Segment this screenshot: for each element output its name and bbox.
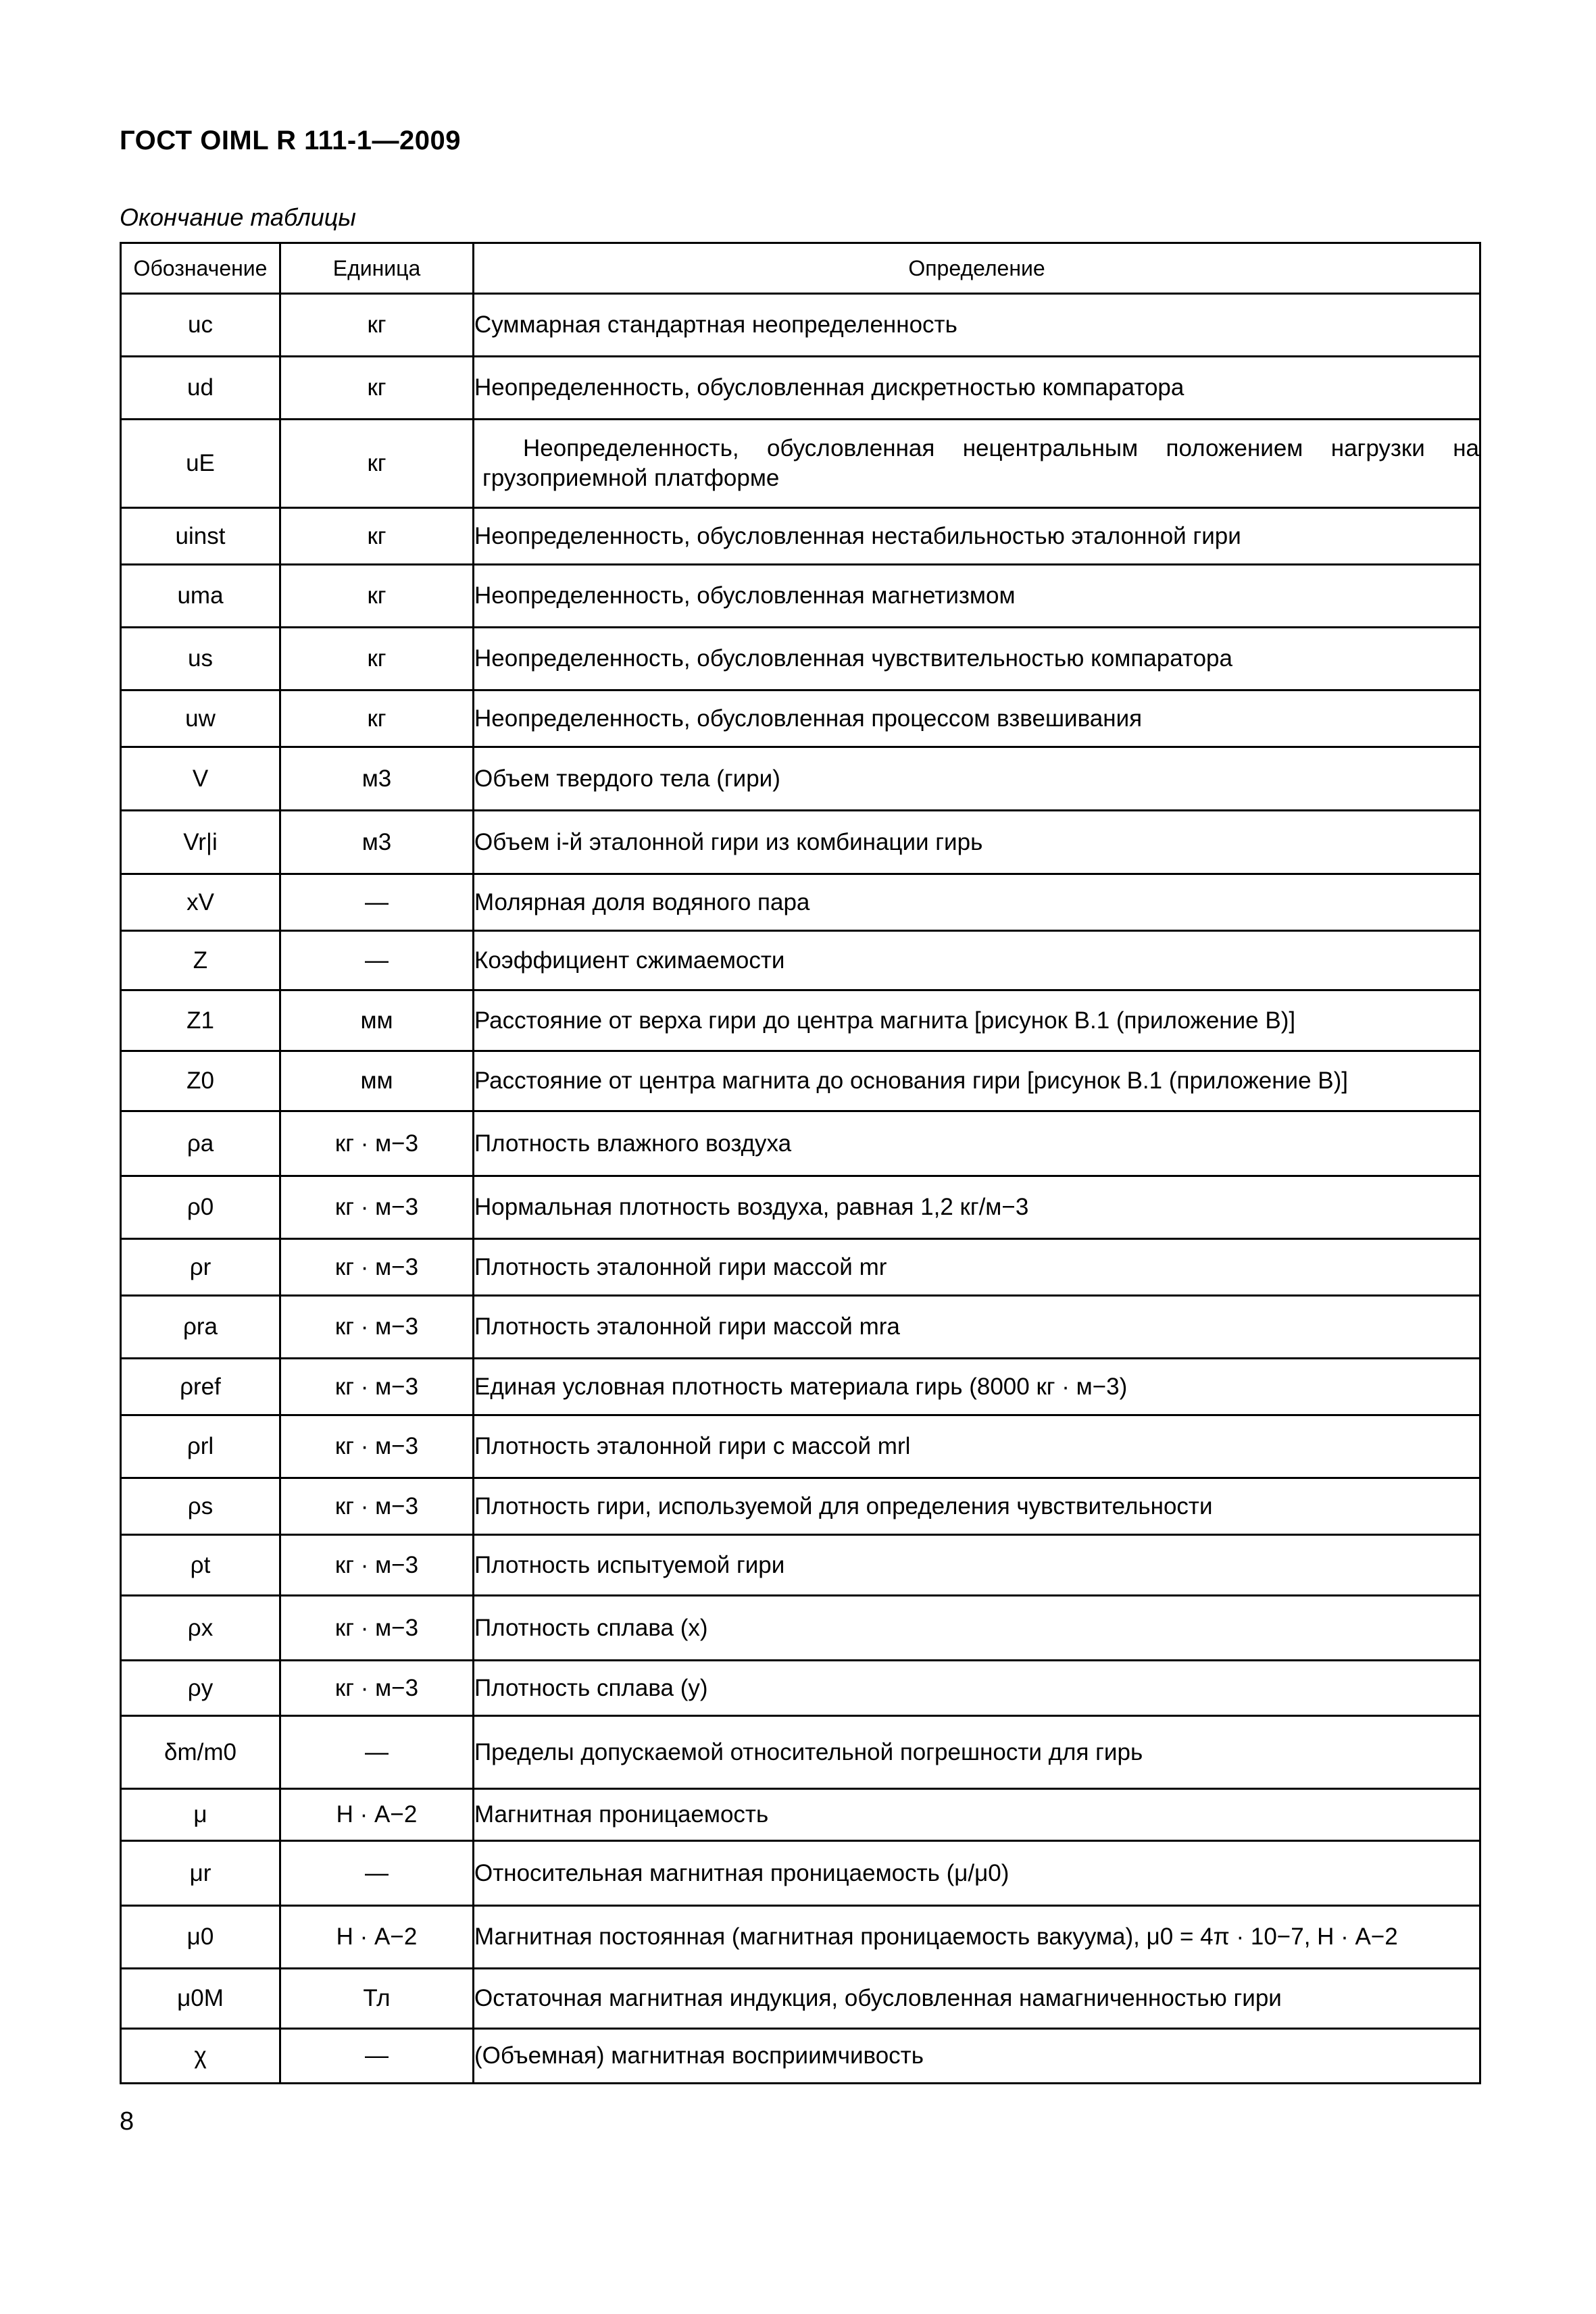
row-unit: кг · м−3 [280, 1111, 474, 1176]
row-symbol: μr [121, 1841, 280, 1906]
row-unit: кг · м−3 [280, 1415, 474, 1478]
table-row [121, 1176, 1480, 1239]
row-unit: — [280, 2029, 474, 2084]
row-definition: Нормальная плотность воздуха, равная 1,2 кг/м−3 [474, 1176, 1480, 1239]
row-unit: мм [280, 990, 474, 1051]
table-row [121, 565, 1480, 628]
row-definition: Плотность гири, используемой для определения чувствительности [474, 1478, 1480, 1535]
row-definition: Молярная доля водяного пара [474, 874, 1480, 931]
row-symbol: uinst [121, 508, 280, 565]
table-row [121, 874, 1480, 931]
table-row [121, 1478, 1480, 1535]
row-unit: м3 [280, 747, 474, 811]
column-header-unit: Единица [280, 243, 474, 294]
row-symbol: δm/m0 [121, 1716, 280, 1789]
column-header-definition: Определение [474, 243, 1480, 294]
row-definition: Объем i-й эталонной гири из комбинации гирь [474, 811, 1480, 874]
row-definition: Плотность сплава (x) [474, 1596, 1480, 1661]
definitions-table [120, 242, 1481, 2084]
row-unit: — [280, 1841, 474, 1906]
row-symbol: uw [121, 690, 280, 747]
row-symbol: μ0M [121, 1969, 280, 2029]
row-unit: Н · А−2 [280, 1906, 474, 1969]
row-unit: кг [280, 294, 474, 357]
row-unit: — [280, 1716, 474, 1789]
row-definition: Плотность эталонной гири с массой mrl [474, 1415, 1480, 1478]
row-definition: Плотность испытуемой гири [474, 1535, 1480, 1596]
row-symbol: μ [121, 1789, 280, 1841]
row-definition: Относительная магнитная проницаемость (μ/μ0) [474, 1841, 1480, 1906]
row-definition: Расстояние от центра магнита до основания гири [рисунок В.1 (приложение В)] [474, 1051, 1480, 1111]
row-unit: кг [280, 420, 474, 508]
column-header-symbol: Обозначение [121, 243, 280, 294]
row-definition: Плотность эталонной гири массой mra [474, 1296, 1480, 1359]
row-symbol: ρx [121, 1596, 280, 1661]
row-unit: кг [280, 628, 474, 690]
table-row [121, 1841, 1480, 1906]
row-symbol: ρref [121, 1359, 280, 1415]
table-row [121, 1535, 1480, 1596]
table-caption: Окончание таблицы [120, 203, 356, 231]
table-row [121, 1111, 1480, 1176]
row-definition: Неопределенность, обусловленная нестабильностью эталонной гири [474, 508, 1480, 565]
row-symbol: uE [121, 420, 280, 508]
row-definition: Неопределенность, обусловленная чувствительностью компаратора [474, 628, 1480, 690]
row-unit: кг [280, 508, 474, 565]
row-symbol: us [121, 628, 280, 690]
row-definition: Суммарная стандартная неопределенность [474, 294, 1480, 357]
row-definition: (Объемная) магнитная восприимчивость [474, 2029, 1480, 2084]
row-definition: Неопределенность, обусловленная нецентральным положением нагрузки на грузоприемной платформе [474, 420, 1480, 508]
table-row [121, 1716, 1480, 1789]
document-header: ГОСТ OIML R 111-1—2009 [120, 126, 461, 155]
page-number: 8 [120, 2107, 134, 2136]
table-row [121, 420, 1480, 508]
row-symbol: uma [121, 565, 280, 628]
row-definition: Пределы допускаемой относительной погрешности для гирь [474, 1716, 1480, 1789]
row-unit: — [280, 874, 474, 931]
row-unit: кг [280, 357, 474, 420]
table-row [121, 508, 1480, 565]
row-symbol: ρt [121, 1535, 280, 1596]
row-unit: кг · м−3 [280, 1478, 474, 1535]
row-definition: Магнитная проницаемость [474, 1789, 1480, 1841]
row-unit: кг · м−3 [280, 1296, 474, 1359]
row-symbol: V [121, 747, 280, 811]
row-unit: Н · А−2 [280, 1789, 474, 1841]
row-symbol: ρy [121, 1661, 280, 1716]
table-row [121, 1969, 1480, 2029]
row-unit: мм [280, 1051, 474, 1111]
row-unit: — [280, 931, 474, 990]
row-symbol: μ0 [121, 1906, 280, 1969]
row-symbol: Z [121, 931, 280, 990]
row-symbol: ρs [121, 1478, 280, 1535]
row-definition: Неопределенность, обусловленная магнетизмом [474, 565, 1480, 628]
row-definition: Плотность влажного воздуха [474, 1111, 1480, 1176]
row-definition: Единая условная плотность материала гирь (8000 кг · м−3) [474, 1359, 1480, 1415]
table-header-row [121, 243, 1480, 294]
table-row [121, 690, 1480, 747]
row-symbol: Z1 [121, 990, 280, 1051]
row-symbol: ρa [121, 1111, 280, 1176]
table-row [121, 1789, 1480, 1841]
row-definition: Расстояние от верха гири до центра магнита [рисунок В.1 (приложение В)] [474, 990, 1480, 1051]
row-unit: кг [280, 690, 474, 747]
row-definition: Объем твердого тела (гири) [474, 747, 1480, 811]
row-definition: Неопределенность, обусловленная процессом взвешивания [474, 690, 1480, 747]
row-definition: Остаточная магнитная индукция, обусловленная намагниченностью гири [474, 1969, 1480, 2029]
row-definition: Неопределенность, обусловленная дискретностью компаратора [474, 357, 1480, 420]
table-row [121, 2029, 1480, 2084]
row-symbol: ρ0 [121, 1176, 280, 1239]
table-row [121, 990, 1480, 1051]
row-symbol: xV [121, 874, 280, 931]
row-unit: кг [280, 565, 474, 628]
row-symbol: Z0 [121, 1051, 280, 1111]
row-definition: Коэффициент сжимаемости [474, 931, 1480, 990]
table-row [121, 811, 1480, 874]
table-row [121, 747, 1480, 811]
table-row [121, 1239, 1480, 1296]
row-unit: кг · м−3 [280, 1359, 474, 1415]
row-symbol: χ [121, 2029, 280, 2084]
row-symbol: ρra [121, 1296, 280, 1359]
table-row [121, 294, 1480, 357]
row-unit: кг · м−3 [280, 1176, 474, 1239]
row-symbol: uc [121, 294, 280, 357]
row-symbol: ρr [121, 1239, 280, 1296]
row-unit: кг · м−3 [280, 1535, 474, 1596]
row-definition: Магнитная постоянная (магнитная проницаемость вакуума), μ0 = 4π · 10−7, Н · А−2 [474, 1906, 1480, 1969]
row-unit: кг · м−3 [280, 1661, 474, 1716]
row-unit: Тл [280, 1969, 474, 2029]
table-row [121, 1596, 1480, 1661]
table-row [121, 1415, 1480, 1478]
row-unit: кг · м−3 [280, 1596, 474, 1661]
row-symbol: Vr|i [121, 811, 280, 874]
table-row [121, 1359, 1480, 1415]
table-row [121, 357, 1480, 420]
row-definition: Плотность сплава (y) [474, 1661, 1480, 1716]
row-unit: кг · м−3 [280, 1239, 474, 1296]
table-row [121, 628, 1480, 690]
row-unit: м3 [280, 811, 474, 874]
row-symbol: ρrl [121, 1415, 280, 1478]
table-row [121, 931, 1480, 990]
table-row [121, 1051, 1480, 1111]
table-row [121, 1661, 1480, 1716]
table-row [121, 1906, 1480, 1969]
row-symbol: ud [121, 357, 280, 420]
row-definition: Плотность эталонной гири массой mr [474, 1239, 1480, 1296]
table-row [121, 1296, 1480, 1359]
